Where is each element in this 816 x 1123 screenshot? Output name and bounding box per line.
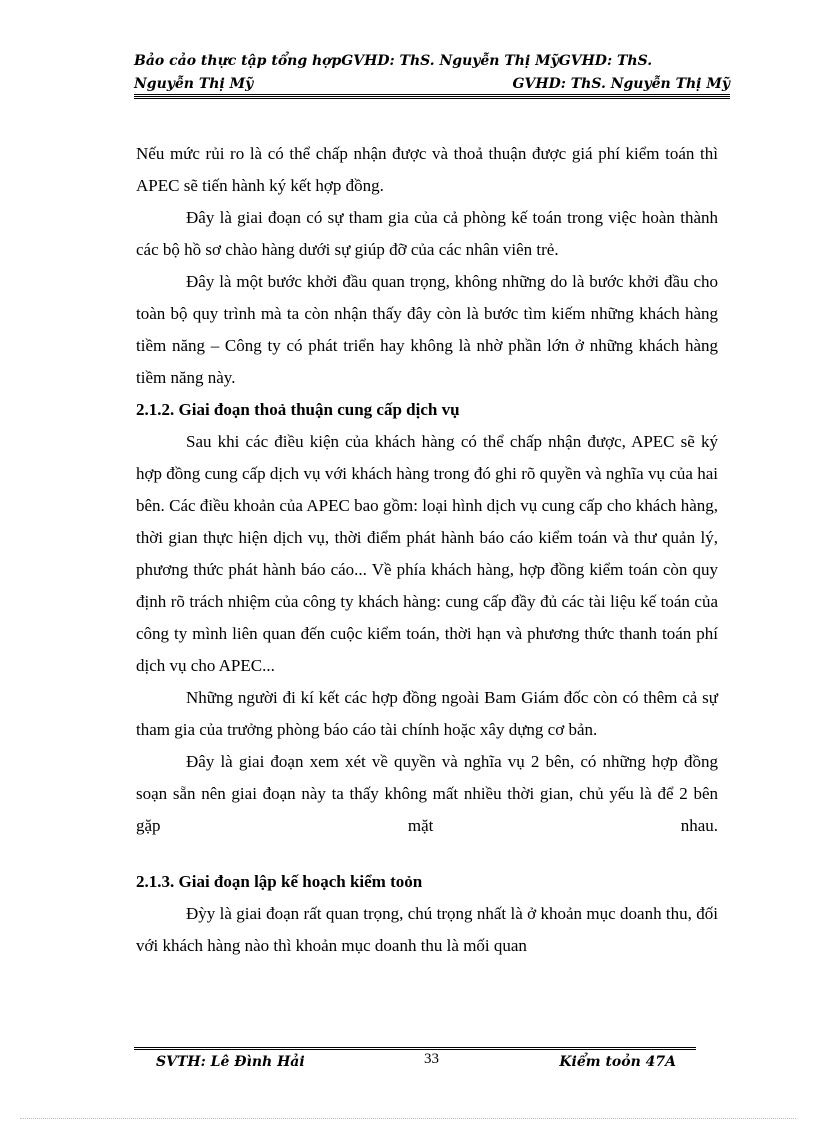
paragraph-3: Đây là một bước khởi đầu quan trọng, không những do là bước khởi đầu cho toàn bộ quy trình mà ta còn nhận thấy đây còn là bước tìm kiếm những khách hàng tiềm năng – Công ty có phát triển hay không là nhờ phần lớn ở những khách hàng tiềm năng này.	[136, 272, 718, 387]
paragraph-7: Đỳy là giai đoạn rất quan trọng, chú trọng nhất là ở khoản mục doanh thu, đối với khách hàng nào thì khoản mục doanh thu là mối quan	[136, 904, 718, 955]
header-line-2	[134, 73, 730, 96]
paragraph-5: Những người đi kí kết các hợp đồng ngoài Bam Giám đốc còn có thêm cả sự tham gia của trưởng phòng báo cáo tài chính hoặc xây dựng cơ bản.	[136, 688, 718, 739]
header-line-1: Bảo cảo thực tập tổng hợpGVHD: ThS. Nguyễn Thị MỹGVHD: ThS.	[134, 53, 653, 69]
section-heading-2-1-2: 2.1.2. Giai đoạn thoả thuận cung cấp dịch vụ	[136, 400, 460, 419]
paragraph-6: Đây là giai đoạn xem xét về quyền và nghĩa vụ 2 bên, có những hợp đồng soạn sẵn nên giai đoạn này ta thấy không mất nhiều thời gian, chủ yếu là để 2 bên gặp mặt nhau.	[136, 752, 718, 835]
page-number: 33	[424, 1051, 439, 1067]
paragraph-2: Đây là giai đoạn có sự tham gia của cả phòng kế toán trong việc hoàn thành các bộ hồ sơ chào hàng dưới sự giúp đỡ của các nhân viên trẻ.	[136, 208, 718, 259]
paragraph-4: Sau khi các điều kiện của khách hàng có thể chấp nhận được, APEC sẽ ký hợp đồng cung cấp dịch vụ với khách hàng trong đó ghi rõ quyền và nghĩa vụ của hai bên. Các điều khoản của APEC bao gồm: loại hình dịch vụ cung cấp cho khách hàng, thời gian thực hiện dịch vụ, thời điểm phát hành báo cáo kiểm toán và thư quản lý, phương thức phát hành báo cáo... Về phía khách hàng, hợp đồng kiểm toán còn quy định rõ trách nhiệm của công ty khách hàng: cung cấp đầy đủ các tài liệu kế toán của công ty mình liên quan đến cuộc kiểm toán, thời hạn và phương thức thanh toán phí dịch vụ cho APEC...	[136, 432, 718, 675]
footer-student: SVTH: Lê Đình Hải	[156, 1054, 305, 1070]
spacer	[136, 842, 718, 866]
page-body	[136, 138, 718, 962]
running-header	[134, 50, 730, 96]
footer-course: Kiểm toỏn 47A	[559, 1054, 676, 1070]
page-bottom-border	[20, 1118, 796, 1119]
header-line-2-left: Nguyễn Thị Mỹ	[134, 76, 254, 92]
paragraph-1: Nếu mức rủi ro là có thể chấp nhận được và thoả thuận được giá phí kiểm toán thì APEC sẽ tiến hành ký kết hợp đồng.	[136, 144, 718, 195]
header-line-2-right: GVHD: ThS. Nguyễn Thị Mỹ	[512, 76, 730, 92]
header-divider	[134, 94, 730, 99]
footer-divider	[134, 1047, 696, 1050]
running-footer	[134, 1051, 696, 1078]
section-heading-2-1-3: 2.1.3. Giai đoạn lập kế hoạch kiểm toỏn	[136, 872, 423, 891]
